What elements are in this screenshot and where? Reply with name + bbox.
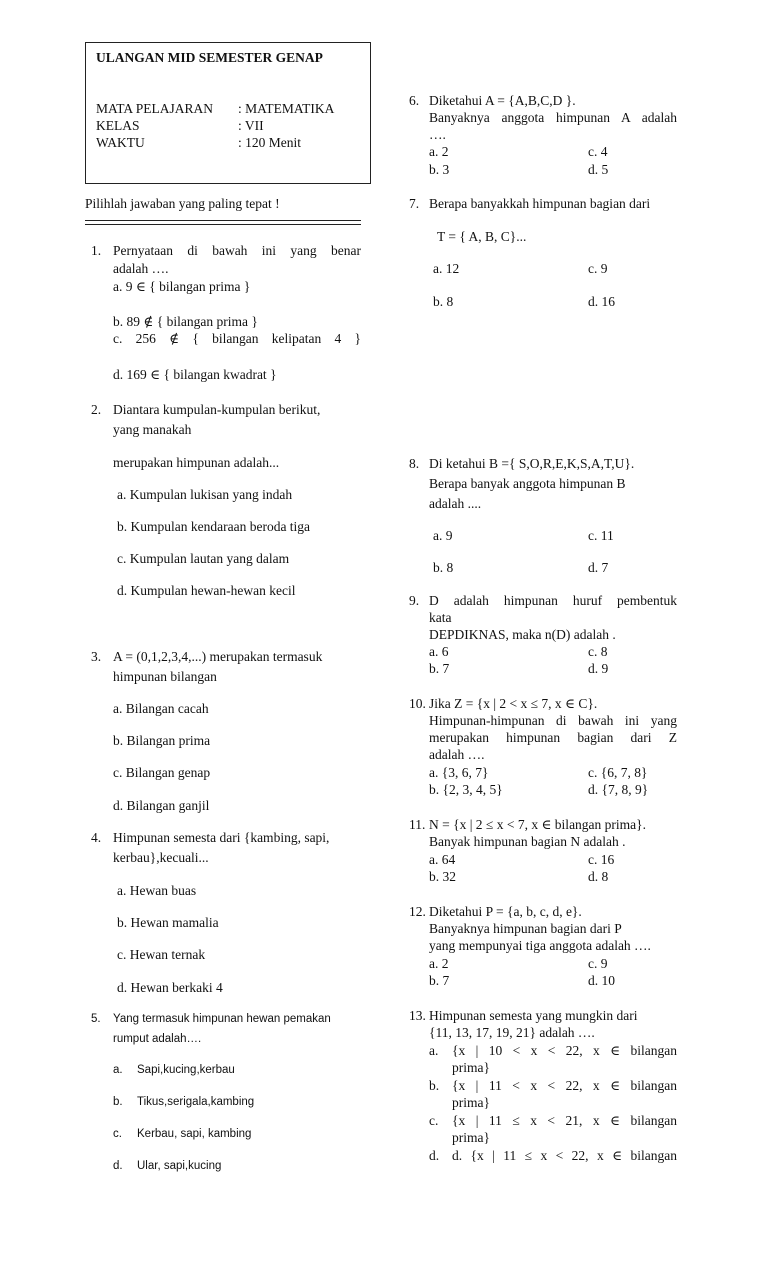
question-text: N = {x | 2 ≤ x < 7, x ∈ bilangan prima}. [429, 817, 647, 832]
option-d: d. 7 [588, 560, 609, 575]
option-b-letter: b. [429, 1078, 440, 1093]
question-number: 12. [409, 904, 426, 919]
option-c-letter: c. [113, 1128, 122, 1140]
question-text: Jika Z = {x | 2 < x ≤ 7, x ∈ C}. [429, 696, 598, 711]
option-d: d. Kumpulan hewan-hewan kecil [117, 583, 296, 598]
option-c: c. Kumpulan lautan yang dalam [117, 551, 290, 566]
option-a: a. 64 [429, 852, 456, 867]
question-number: 10. [409, 696, 426, 711]
option-d: d. Hewan berkaki 4 [117, 980, 223, 995]
question-text: {11, 13, 17, 19, 21} adalah …. [429, 1025, 595, 1040]
question-number: 8. [409, 456, 420, 471]
question-text: DEPDIKNAS, maka n(D) adalah . [429, 627, 616, 642]
question-number: 1. [91, 243, 102, 258]
option-d: d. {7, 8, 9} [588, 782, 649, 797]
question-text: Pernyataan di bawah ini yang benar [113, 243, 361, 258]
option-d: d. Bilangan ganjil [113, 798, 210, 813]
question-text: Berapa banyak anggota himpunan B [429, 476, 626, 491]
question-text: yang mempunyai tiga anggota adalah …. [429, 938, 651, 953]
question-number: 6. [409, 93, 420, 108]
option-d: Ular, sapi,kucing [137, 1160, 222, 1172]
class-value: : VII [238, 118, 264, 133]
option-b: b. Bilangan prima [113, 733, 211, 748]
question-number: 13. [409, 1008, 426, 1023]
question-text: adalah …. [429, 747, 485, 762]
option-d: d. 8 [588, 869, 609, 884]
option-b: b. 3 [429, 162, 450, 177]
option-b: b. 32 [429, 869, 456, 884]
option-a: a. 9 [433, 528, 453, 543]
option-c-cont: prima} [452, 1130, 490, 1145]
subject-label: MATA PELAJARAN [96, 101, 214, 116]
option-c-letter: c. [429, 1113, 439, 1128]
question-text: Berapa banyakkah himpunan bagian dari [429, 196, 651, 211]
option-c: c. Bilangan genap [113, 765, 211, 780]
option-a: a. 9 ∈ { bilangan prima } [113, 279, 251, 294]
question-text: himpunan bilangan [113, 669, 217, 684]
question-text: Banyaknya himpunan bagian dari P [429, 921, 622, 936]
question-number: 5. [91, 1013, 101, 1025]
question-text: Diketahui P = {a, b, c, d, e}. [429, 904, 582, 919]
option-d-letter: d. [113, 1160, 123, 1172]
option-c: c. 16 [588, 852, 615, 867]
question-number: 9. [409, 593, 420, 608]
question-text: Diantara kumpulan-kumpulan berikut, [113, 402, 321, 417]
option-a: a. Bilangan cacah [113, 701, 209, 716]
option-b-cont: prima} [452, 1095, 490, 1110]
option-b: b. 89 ∉ { bilangan prima } [113, 314, 258, 329]
option-b: b. 8 [433, 560, 454, 575]
option-b: b. {2, 3, 4, 5} [429, 782, 503, 797]
option-a: a. {3, 6, 7} [429, 765, 489, 780]
option-d: d. 16 [588, 294, 615, 309]
question-text: Himpunan-himpunan di bawah ini yang [429, 713, 677, 728]
question-text: Himpunan semesta yang mungkin dari [429, 1008, 638, 1023]
question-text: adalah …. [113, 261, 169, 276]
question-text: yang manakah [113, 422, 192, 437]
option-d: d. 169 ∈ { bilangan kwadrat } [113, 367, 277, 382]
option-d: d. 10 [588, 973, 615, 988]
question-text: merupakan himpunan bagian dari Z [429, 730, 677, 745]
question-text: Diketahui A = {A,B,C,D }. [429, 93, 576, 108]
option-a: a. 2 [429, 956, 449, 971]
question-number: 3. [91, 649, 102, 664]
divider-line [85, 220, 361, 221]
option-a-letter: a. [429, 1043, 439, 1058]
question-number: 2. [91, 402, 102, 417]
class-label: KELAS [96, 118, 140, 133]
subject-value: : MATEMATIKA [238, 101, 335, 116]
option-b: b. Hewan mamalia [117, 915, 219, 930]
question-text: T = { A, B, C}... [437, 229, 527, 244]
option-c: c. 8 [588, 644, 608, 659]
option-a: Sapi,kucing,kerbau [137, 1064, 235, 1076]
question-text: rumput adalah…. [113, 1033, 202, 1045]
option-a-letter: a. [113, 1064, 123, 1076]
question-text: adalah .... [429, 496, 482, 511]
divider-line [85, 224, 361, 225]
option-d: d. 5 [588, 162, 609, 177]
question-number: 11. [409, 817, 426, 832]
option-a: a. Kumpulan lukisan yang indah [117, 487, 293, 502]
option-d: d. {x | 11 ≤ x < 22, x ∈ bilangan [452, 1148, 677, 1163]
option-b: b. 8 [433, 294, 454, 309]
option-c: {x | 11 ≤ x < 21, x ∈ bilangan [452, 1113, 677, 1128]
option-c: c. {6, 7, 8} [588, 765, 648, 780]
option-c: c. Hewan ternak [117, 947, 206, 962]
exam-title: ULANGAN MID SEMESTER GENAP [96, 50, 323, 65]
question-text: Yang termasuk himpunan hewan pemakan [113, 1013, 331, 1025]
option-a-cont: prima} [452, 1060, 490, 1075]
question-number: 7. [409, 196, 420, 211]
option-b: b. Kumpulan kendaraan beroda tiga [117, 519, 311, 534]
option-b: {x | 11 < x < 22, x ∈ bilangan [452, 1078, 677, 1093]
question-text: Di ketahui B ={ S,O,R,E,K,S,A,T,U}. [429, 456, 635, 471]
option-b-letter: b. [113, 1096, 123, 1108]
option-b: b. 7 [429, 973, 450, 988]
option-d: d. 9 [588, 661, 609, 676]
option-a: a. 12 [433, 261, 460, 276]
question-text: kerbau},kecuali... [113, 850, 209, 865]
option-c: c. 9 [588, 956, 608, 971]
question-text: Banyaknya anggota himpunan A adalah [429, 110, 677, 125]
question-text: merupakan himpunan adalah... [113, 455, 280, 470]
option-c: c. 256 ∉ { bilangan kelipatan 4 } [113, 331, 361, 346]
option-d-letter: d. [429, 1148, 440, 1163]
option-b: Tikus,serigala,kambing [137, 1096, 255, 1108]
option-a: a. Hewan buas [117, 883, 197, 898]
option-c: c. 9 [588, 261, 608, 276]
question-text: Himpunan semesta dari {kambing, sapi, [113, 830, 330, 845]
option-a: a. 2 [429, 144, 449, 159]
instruction: Pilihlah jawaban yang paling tepat ! [85, 196, 280, 211]
question-number: 4. [91, 830, 102, 845]
option-b: b. 7 [429, 661, 450, 676]
question-text: …. [429, 127, 446, 142]
question-text: kata [429, 610, 452, 625]
option-c: Kerbau, sapi, kambing [137, 1128, 252, 1140]
option-a: {x | 10 < x < 22, x ∈ bilangan [452, 1043, 677, 1058]
question-text: Banyak himpunan bagian N adalah . [429, 834, 626, 849]
option-c: c. 4 [588, 144, 608, 159]
option-a: a. 6 [429, 644, 449, 659]
time-value: : 120 Menit [238, 135, 301, 150]
time-label: WAKTU [96, 135, 145, 150]
question-text: D adalah himpunan huruf pembentuk [429, 593, 677, 608]
question-text: A = (0,1,2,3,4,...) merupakan termasuk [113, 649, 323, 664]
option-c: c. 11 [588, 528, 614, 543]
